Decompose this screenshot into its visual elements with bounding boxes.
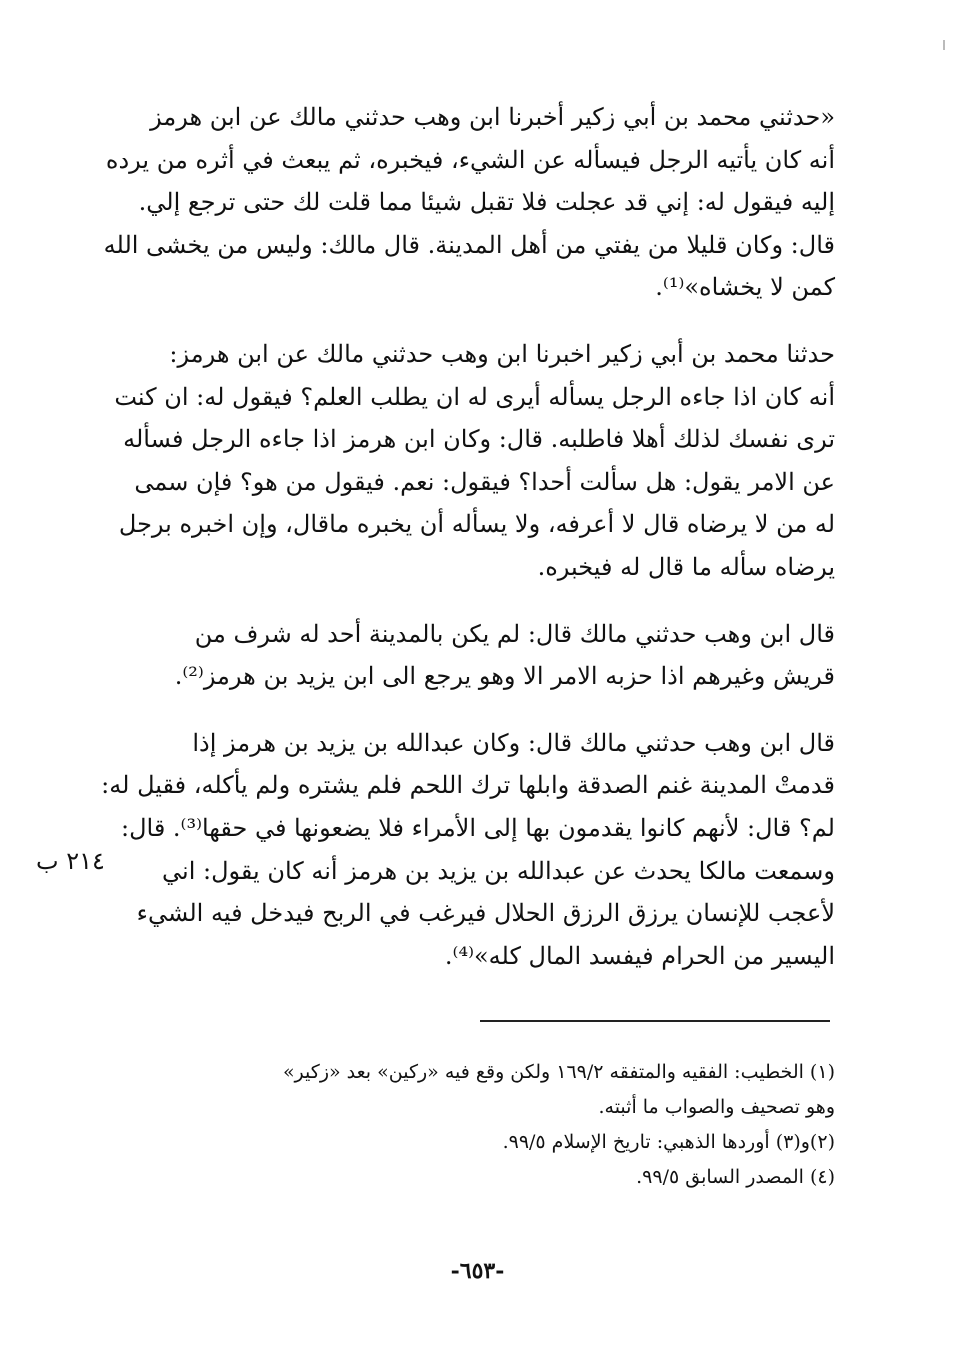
footnote-line: (٢)و(٣) أوردها الذهبي: تاريخ الإسلام ٩٩/٥.: [502, 1131, 835, 1153]
text-line: إليه فيقول له: إني قد عجلت فلا تقبل شيئا مما قلت لك حتى ترجع إلي.: [138, 188, 835, 217]
text-line: له من لا يرضاه قال لا أعرفه، ولا يسأله أن يخبره ماقال، وإن اخبره برجل: [118, 510, 835, 539]
footnote-separator: [480, 1020, 830, 1022]
paragraph-2: [114, 333, 835, 589]
text-line: «حدثني محمد بن أبي زكير أخبرنا ابن وهب حدثني مالك عن ابن هرمز: [150, 103, 835, 131]
text-line: قال ابن وهب حدثني مالك قال: وكان عبدالله بن يزيد بن هرمز إذا: [192, 728, 835, 757]
text-line: لم؟ قال: لأنهم كانوا يقدمون بها إلى الأمراء فلا يضعونها في حقها⁽³⁾. قال:: [120, 813, 835, 842]
paragraph-3: [130, 613, 835, 698]
paragraph-4: [101, 722, 835, 978]
text-line: يرضاه سأله ما قال له فيخبره.: [537, 552, 835, 581]
page-number: [0, 1258, 955, 1284]
text-line: قدمتْ المدينة غنم الصدقة وابلها ترك اللحم فلم يشتره ولم يأكله، فقيل له:: [101, 771, 835, 800]
text-line: حدثنا محمد بن أبي زكير اخبرنا ابن وهب حدثني مالك عن ابن هرمز:: [169, 339, 835, 368]
footnote-line: (١) الخطيب: الفقيه والمتفقه ١٦٩/٢ ولكن وقع فيه «ركين» بعد «زكير»: [282, 1061, 835, 1083]
text-line: قريش وغيرهم اذا حزبه الامر الا وهو يرجع الى ابن يزيد بن هرمز⁽²⁾.: [174, 662, 835, 691]
text-line: قال ابن وهب حدثني مالك قال: لم يكن بالمدينة أحد له شرف من: [194, 619, 835, 648]
text-line: قال: وكان قليلا من يفتي من أهل المدينة. قال مالك: وليس من يخشى الله: [103, 230, 835, 259]
text-line: ترى نفسك لذلك أهلا فاطلبه. قال: وكان ابن هرمز اذا جاءه الرجل فسأله: [123, 425, 835, 454]
text-line: عن الامر يقول: هل سألت أحدا؟ فيقول: نعم. فيقول من هو؟ فإن سمى: [134, 467, 835, 496]
footnotes: [190, 1055, 835, 1195]
text-line: وسمعت مالكا يحدث عن عبدالله بن يزيد بن هرمز أنه كان يقول: اني: [162, 856, 835, 885]
manuscript-folio-note: ٢١٤ ب: [36, 847, 105, 875]
main-text: [101, 96, 835, 1001]
footnote-line: وهو تصحيف والصواب ما أثبته.: [598, 1096, 835, 1118]
footnote-line: (٤) المصدر السابق ٩٩/٥.: [636, 1166, 835, 1188]
text-line: أنه كان يأتيه الرجل فيسأله عن الشيء، فيخبره، ثم يبعث في أثره من يرده: [105, 145, 835, 174]
text-line: اليسير من الحرام فيفسد المال كله»⁽⁴⁾.: [444, 941, 835, 970]
text-line: لأعجب للإنسان يرزق الرزق الحلال فيرغب في الربح فيدخل فيه الشيء: [136, 899, 835, 928]
page-number-text: -٦٥٣-: [450, 1258, 505, 1284]
text-line: كمن لا يخشاه»⁽¹⁾.: [655, 273, 835, 302]
paragraph-1: [103, 96, 835, 309]
scan-edge-mark: [943, 40, 945, 50]
text-line: أنه كان اذا جاءه الرجل يسأله أيرى له ان يطلب العلم؟ فيقول له: ان كنت: [114, 382, 835, 411]
